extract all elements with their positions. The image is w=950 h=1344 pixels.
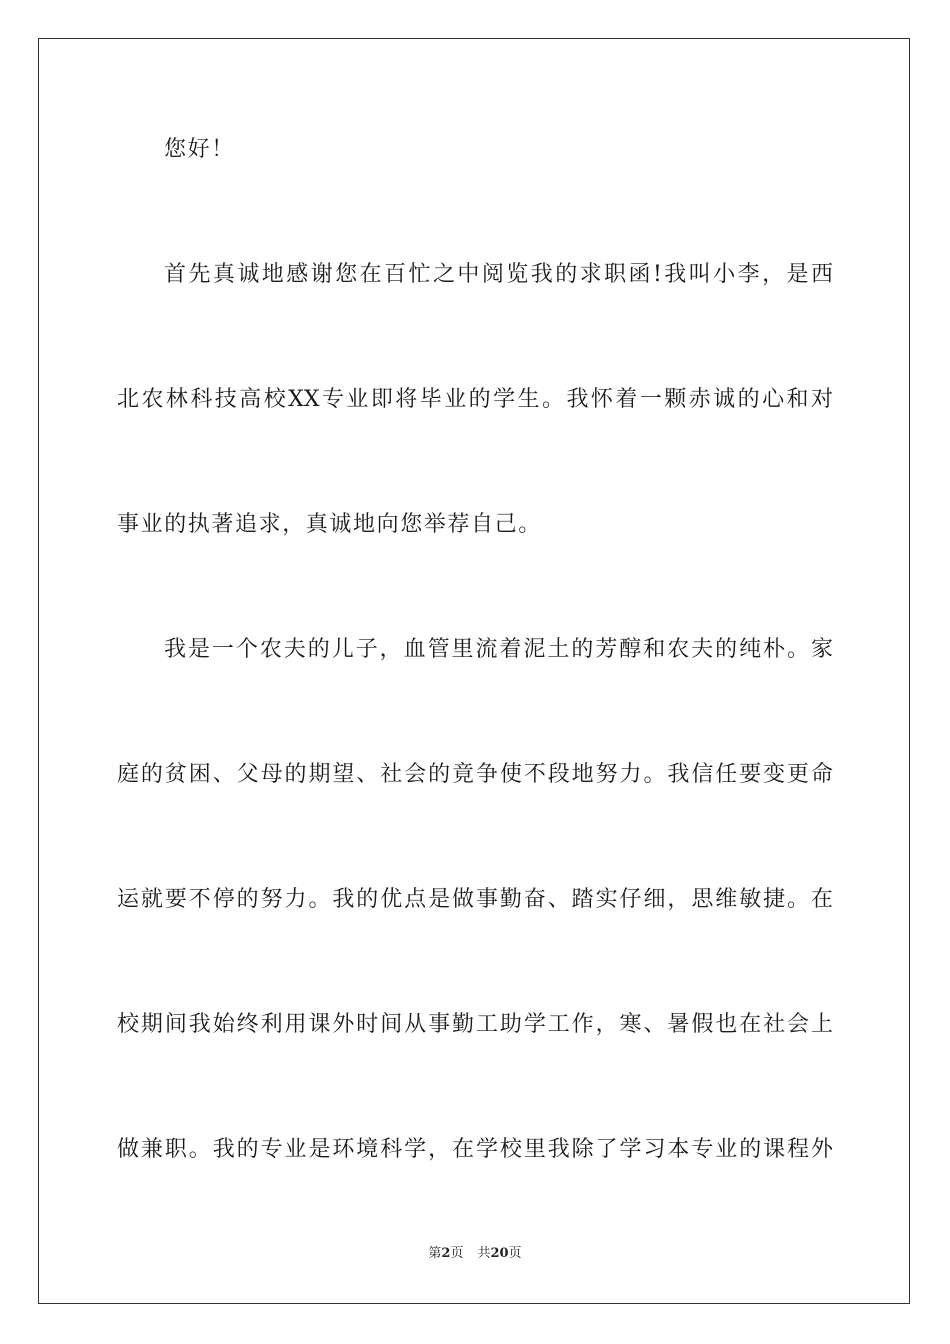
page-prefix: 第 bbox=[428, 1246, 442, 1261]
total-page-count: 20 bbox=[490, 1246, 509, 1261]
total-suffix: 页 bbox=[508, 1246, 522, 1261]
paragraph-2-line-2: 庭的贫困、父母的期望、社会的竟争使不段地努力。我信任要变更命 bbox=[117, 762, 833, 787]
paragraph-1-line-2: 北农林科技高校XX专业即将毕业的学生。我怀着一颗赤诚的心和对 bbox=[117, 387, 833, 412]
paragraph-2-line-5: 做兼职。我的专业是环境科学，在学校里我除了学习本专业的课程外 bbox=[117, 1137, 833, 1162]
paragraph-2-line-1: 我是一个农夫的儿子，血管里流着泥土的芳醇和农夫的纯朴。家 bbox=[164, 637, 833, 662]
paragraph-2-line-4: 校期间我始终利用课外时间从事勤工助学工作，寒、暑假也在社会上 bbox=[117, 1012, 833, 1037]
paragraph-1-line-1: 首先真诚地感谢您在百忙之中阅览我的求职函!我叫小李，是西 bbox=[164, 262, 833, 287]
greeting-line: 您好！ bbox=[164, 137, 235, 162]
total-prefix: 共 bbox=[477, 1246, 491, 1261]
page-border bbox=[38, 38, 910, 1304]
paragraph-1-line-3: 事业的执著追求，真诚地向您举荐自己。 bbox=[117, 512, 542, 537]
page-suffix: 页 bbox=[450, 1246, 464, 1261]
paragraph-2-line-3: 运就要不停的努力。我的优点是做事勤奋、踏实仔细，思维敏捷。在 bbox=[117, 887, 833, 912]
current-page-number: 2 bbox=[441, 1246, 451, 1261]
page-footer bbox=[0, 1245, 950, 1263]
